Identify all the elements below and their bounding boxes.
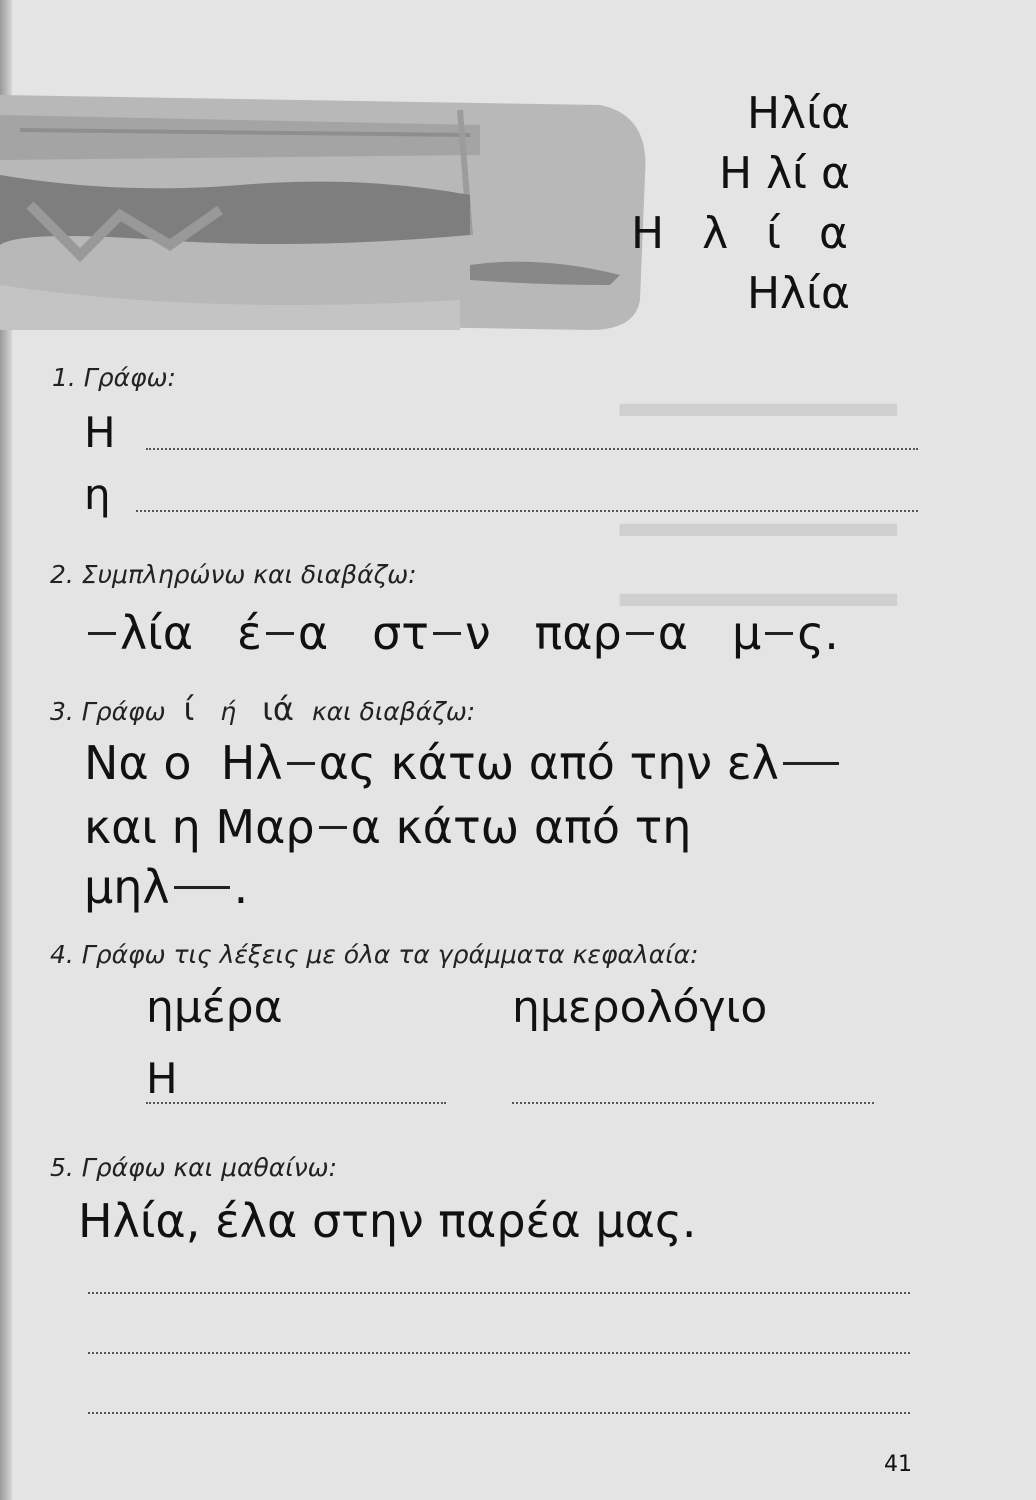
exercise-5-writing-line-3[interactable] <box>88 1412 910 1414</box>
word-stack-line-3: Η λ ί α <box>631 208 860 259</box>
bleed-through: ▂▂▂▂▂▂▂▂▂ <box>620 370 897 416</box>
word-stack-line-2: Η λί α <box>719 148 850 199</box>
option-letter: ιά <box>262 690 294 728</box>
exercise-4-writing-line-1[interactable] <box>146 1102 446 1104</box>
exercise-3-line-2 <box>84 800 691 854</box>
text-fragment: ς. <box>797 606 839 660</box>
text-fragment: ν <box>464 606 491 660</box>
fill-blank[interactable] <box>765 632 793 635</box>
text-fragment: Να ο <box>84 736 192 790</box>
exercise-3-line-1 <box>84 736 843 790</box>
text-fragment: α <box>657 606 689 660</box>
exercise-4-starter-letter: Η <box>146 1054 178 1103</box>
word-stack-line-4: Ηλία <box>746 268 850 319</box>
fill-blank[interactable] <box>783 762 839 765</box>
fill-blank[interactable] <box>319 826 347 829</box>
exercise-4-word-1: ημέρα <box>146 982 283 1033</box>
text-fragment: α κάτω από τη <box>350 800 692 854</box>
exercise-3-heading <box>50 690 475 728</box>
heading-text: 3. Γράφω <box>50 697 166 726</box>
text-fragment: έ <box>237 606 262 660</box>
text-fragment: Ηλ <box>220 736 283 790</box>
fill-blank[interactable] <box>88 632 116 635</box>
option-letter: ί <box>183 690 195 728</box>
text-fragment: α <box>297 606 329 660</box>
exercise-1-writing-line-1[interactable] <box>146 448 918 450</box>
text-fragment: λία <box>120 606 194 660</box>
exercise-5-writing-line-2[interactable] <box>88 1352 910 1354</box>
exercise-2-sentence <box>84 606 839 660</box>
exercise-5-heading: 5. Γράφω και μαθαίνω: <box>50 1153 338 1182</box>
fill-blank[interactable] <box>266 632 294 635</box>
text-fragment: παρ <box>534 606 622 660</box>
text-fragment: ας κάτω από την ελ <box>318 736 779 790</box>
text-fragment: στ <box>372 606 429 660</box>
exercise-4-word-2: ημερολόγιο <box>512 982 768 1033</box>
exercise-1-writing-line-2[interactable] <box>136 510 918 512</box>
exercise-3-line-3 <box>84 860 248 914</box>
exercise-4-heading: 4. Γράφω τις λέξεις με όλα τα γράμματα κεφαλαία: <box>50 940 699 969</box>
illustration <box>0 85 660 340</box>
word-stack-line-1: Ηλία <box>746 88 850 139</box>
option-letter: ή <box>220 697 237 726</box>
fill-blank[interactable] <box>287 762 315 765</box>
exercise-1-letter-upper: Η <box>84 408 116 457</box>
fill-blank[interactable] <box>433 632 461 635</box>
fill-blank[interactable] <box>626 632 654 635</box>
exercise-4-writing-line-2[interactable] <box>512 1102 874 1104</box>
exercise-1-letter-lower: η <box>84 470 111 519</box>
exercise-2-heading: 2. Συμπληρώνω και διαβάζω: <box>50 560 417 589</box>
text-fragment: και η Μαρ <box>84 800 315 854</box>
bleed-through: ▂▂▂▂▂▂▂▂▂ <box>620 560 897 606</box>
exercise-5-sentence: Ηλία, έλα στην παρέα μας. <box>78 1194 697 1248</box>
page-number: 41 <box>884 1452 912 1477</box>
exercise-5-writing-line-1[interactable] <box>88 1292 910 1294</box>
fill-blank[interactable] <box>174 886 230 889</box>
text-fragment: μηλ <box>84 860 170 914</box>
text-fragment: μ <box>731 606 762 660</box>
exercise-1-heading: 1. Γράφω: <box>52 363 176 392</box>
text-fragment: . <box>233 860 249 914</box>
bleed-through: ▂▂▂▂▂▂▂▂▂ <box>620 490 897 536</box>
heading-text: και διαβάζω: <box>311 697 476 726</box>
